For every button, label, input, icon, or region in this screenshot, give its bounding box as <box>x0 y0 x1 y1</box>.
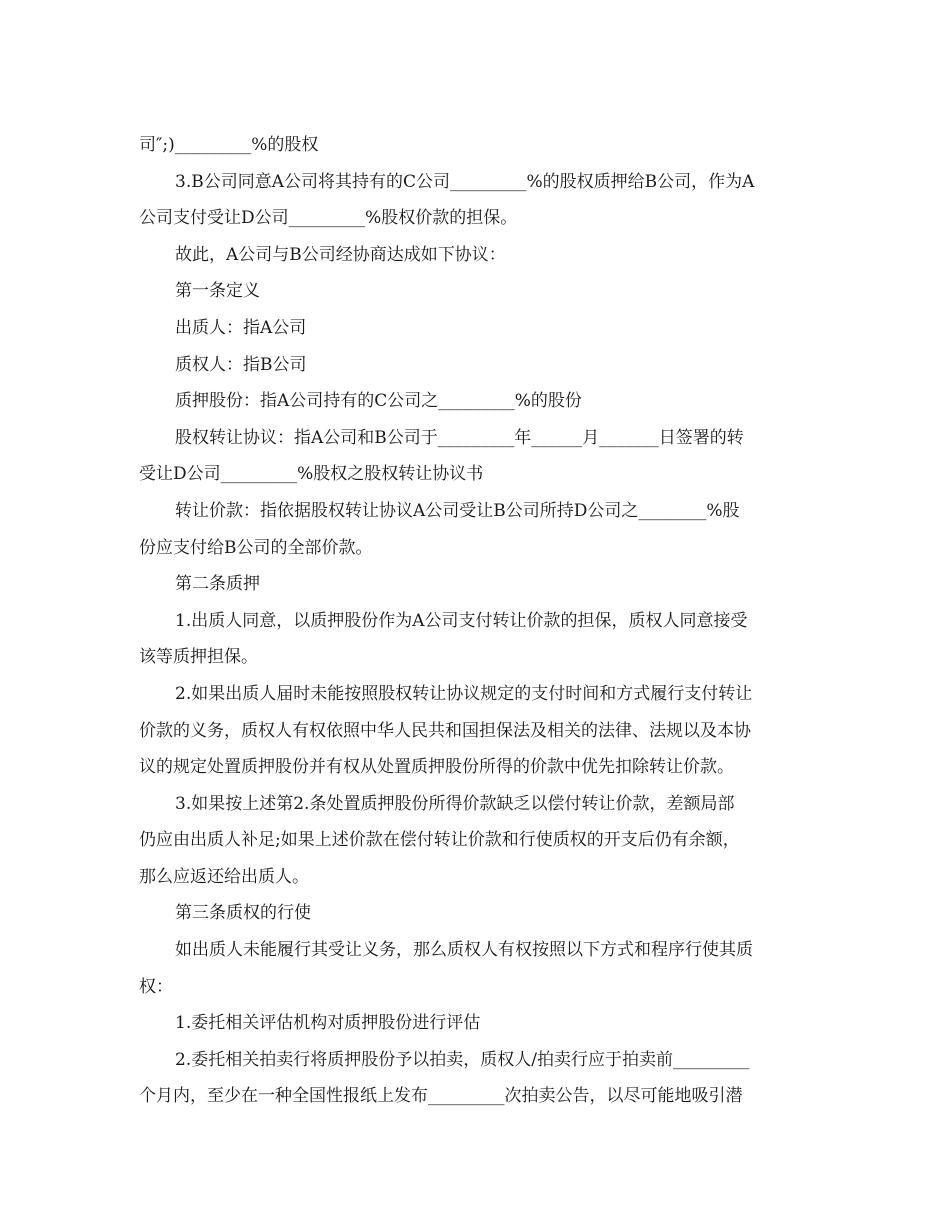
paragraph-line: 股权转让协议：指A公司和B公司于_________年______月_______日签署的转 <box>175 427 744 448</box>
paragraph-line: 司″;)_________%的股权 <box>139 135 319 155</box>
paragraph-line: 该等质押担保。 <box>139 647 258 668</box>
paragraph-line: 受让D公司_________%股权之股权转让协议书 <box>139 464 484 485</box>
paragraph-line: 出质人：指A公司 <box>175 317 307 338</box>
paragraph-line: 2.委托相关拍卖行将质押股份予以拍卖，质权人/拍卖行应于拍卖前_________ <box>175 1049 750 1070</box>
paragraph-line: 份应支付给B公司的全部价款。 <box>139 537 373 558</box>
paragraph-line: 如出质人未能履行其受让义务，那么质权人有权按照以下方式和程序行使其质 <box>175 940 753 961</box>
paragraph-line: 转让价款：指依据股权转让协议A公司受让B公司所持D公司之________%股 <box>175 500 740 521</box>
paragraph-line: 价款的义务，质权人有权依照中华人民共和国担保法及相关的法律、法规以及本协 <box>139 720 751 741</box>
paragraph-line: 1.委托相关评估机构对质押股份进行评估 <box>175 1013 481 1034</box>
paragraph-line: 3.B公司同意A公司将其持有的C公司_________%的股权质押给B公司，作为A <box>175 171 755 192</box>
paragraph-line: 质权人：指B公司 <box>175 354 307 375</box>
paragraph-line: 权： <box>139 976 173 997</box>
paragraph-line: 那么应返还给出质人。 <box>139 866 309 887</box>
paragraph-line: 仍应由出质人补足;如果上述价款在偿付转让价款和行使质权的开支后仍有余额， <box>139 830 740 851</box>
paragraph-line: 故此，A公司与B公司经协商达成如下协议： <box>175 244 506 265</box>
paragraph-line: 质押股份：指A公司持有的C公司之_________%的股份 <box>175 391 582 412</box>
section-heading: 第二条质押 <box>175 574 260 595</box>
paragraph-line: 议的规定处置质押股份并有权从处置质押股份所得的价款中优先扣除转让价款。 <box>139 757 734 778</box>
paragraph-line: 3.如果按上述第2.条处置质押股份所得价款缺乏以偿付转让价款，差额局部 <box>175 793 735 814</box>
paragraph-line: 个月内，至少在一种全国性报纸上发布_________次拍卖公告，以尽可能地吸引潜 <box>139 1086 743 1107</box>
paragraph-line: 1.出质人同意，以质押股份作为A公司支付转让价款的担保，质权人同意接受 <box>175 610 748 631</box>
section-heading: 第三条质权的行使 <box>175 903 311 924</box>
paragraph-line: 2.如果出质人届时未能按照股权转让协议规定的支付时间和方式履行支付转让 <box>175 683 753 704</box>
document-body <box>139 127 814 1115</box>
paragraph-line: 公司支付受让D公司_________%股权价款的担保。 <box>139 208 518 229</box>
section-heading: 第一条定义 <box>175 281 260 302</box>
